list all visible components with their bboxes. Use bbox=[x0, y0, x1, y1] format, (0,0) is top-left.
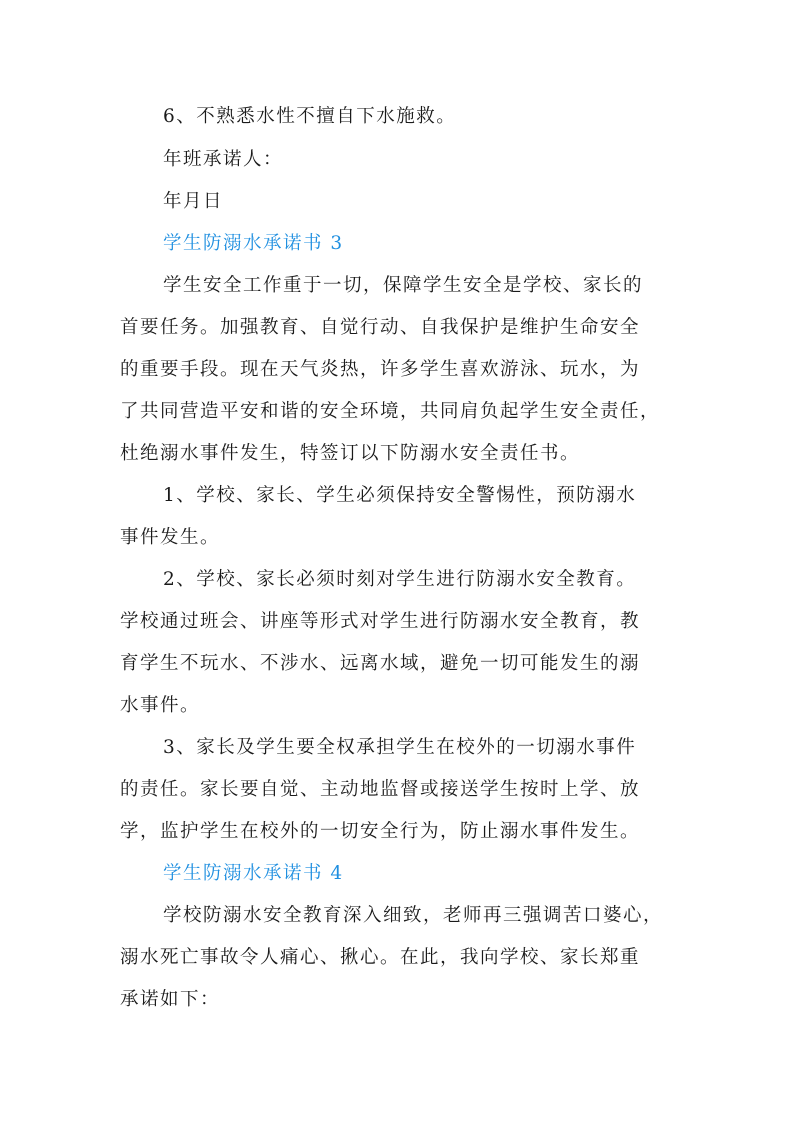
text-line-item-6: 6、不熟悉水性不擅自下水施救。 bbox=[163, 106, 457, 127]
paragraph-line: 1、学校、家长、学生必须保持安全警惕性，预防溺水 bbox=[163, 485, 637, 506]
paragraph-line: 首要任务。加强教育、自觉行动、自我保护是维护生命安全 bbox=[120, 317, 641, 338]
paragraph-line: 的责任。家长要自觉、主动地监督或接送学生按时上学、放 bbox=[120, 779, 641, 800]
section-heading-4: 学生防溺水承诺书 4 bbox=[163, 863, 344, 884]
paragraph-line: 杜绝溺水事件发生，特签订以下防溺水安全责任书。 bbox=[120, 443, 581, 464]
text-line-promiser: 年班承诺人： bbox=[163, 149, 284, 170]
paragraph-line: 了共同营造平安和谐的安全环境，共同肩负起学生安全责任， bbox=[120, 401, 661, 422]
paragraph-line: 溺水死亡事故令人痛心、揪心。在此，我向学校、家长郑重 bbox=[120, 947, 641, 968]
paragraph-line: 3、家长及学生要全权承担学生在校外的一切溺水事件 bbox=[163, 737, 637, 758]
paragraph-line: 学校防溺水安全教育深入细致，老师再三强调苦口婆心， bbox=[163, 905, 664, 926]
text-line-date: 年月日 bbox=[163, 191, 224, 212]
section-heading-3: 学生防溺水承诺书 3 bbox=[163, 233, 344, 254]
paragraph-line: 的重要手段。现在天气炎热，许多学生喜欢游泳、玩水，为 bbox=[120, 359, 641, 380]
paragraph-line: 承诺如下： bbox=[120, 989, 221, 1010]
paragraph-line: 学，监护学生在校外的一切安全行为，防止溺水事件发生。 bbox=[120, 821, 641, 842]
paragraph-line: 学生安全工作重于一切，保障学生安全是学校、家长的 bbox=[163, 275, 644, 296]
paragraph-line: 2、学校、家长必须时刻对学生进行防溺水安全教育。 bbox=[163, 569, 637, 590]
paragraph-line: 学校通过班会、讲座等形式对学生进行防溺水安全教育，教 bbox=[120, 611, 641, 632]
paragraph-line: 事件发生。 bbox=[120, 527, 221, 548]
paragraph-line: 水事件。 bbox=[120, 695, 201, 716]
paragraph-line: 育学生不玩水、不涉水、远离水域，避免一切可能发生的溺 bbox=[120, 653, 641, 674]
